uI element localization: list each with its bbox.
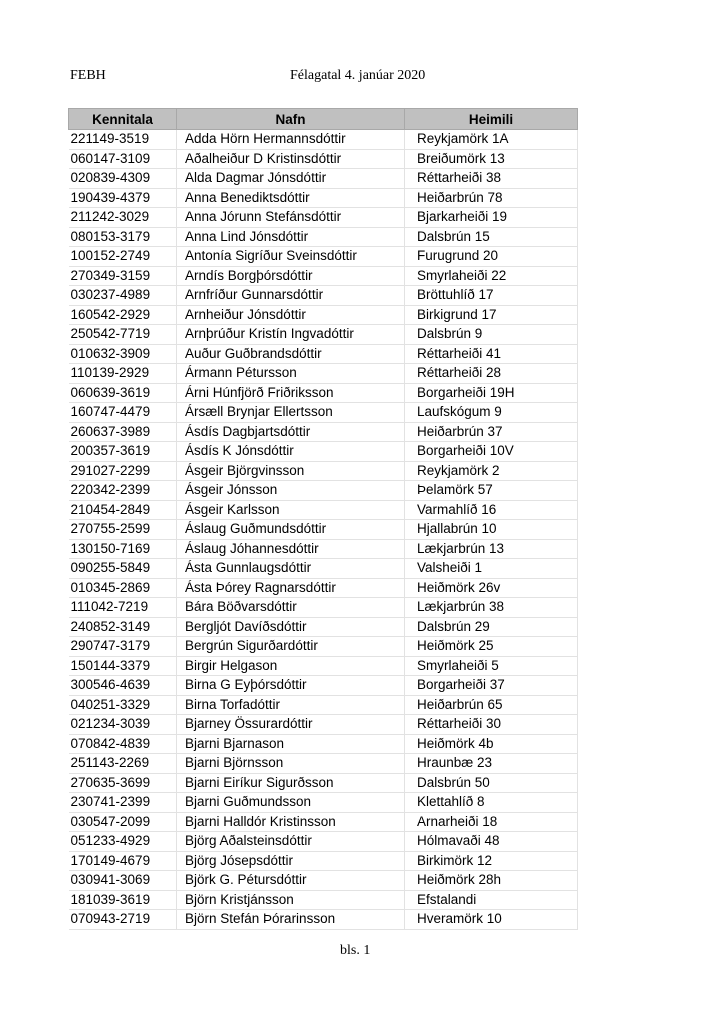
table-row [69, 637, 578, 657]
address-cell: Birkimörk 12 [405, 851, 578, 871]
name-cell: Bjarni Björnsson [177, 754, 405, 774]
kennitala-cell: 260637-3989 [69, 422, 177, 442]
table-row [69, 520, 578, 540]
kennitala-cell: 060639-3619 [69, 383, 177, 403]
name-cell: Ársæll Brynjar Ellertsson [177, 403, 405, 423]
name-cell: Ármann Pétursson [177, 364, 405, 384]
name-cell: Bergljót Davíðsdóttir [177, 617, 405, 637]
kennitala-cell: 021234-3039 [69, 715, 177, 735]
kennitala-cell: 170149-4679 [69, 851, 177, 871]
address-cell: Hveramörk 10 [405, 910, 578, 930]
kennitala-cell: 070842-4839 [69, 734, 177, 754]
name-cell: Birna G Eyþórsdóttir [177, 676, 405, 696]
table-row [69, 715, 578, 735]
kennitala-cell: 160542-2929 [69, 305, 177, 325]
address-cell: Smyrlaheiði 5 [405, 656, 578, 676]
table-row [69, 910, 578, 930]
name-cell: Áslaug Guðmundsdóttir [177, 520, 405, 540]
table-row [69, 812, 578, 832]
kennitala-cell: 030941-3069 [69, 871, 177, 891]
name-cell: Björg Jósepsdóttir [177, 851, 405, 871]
name-cell: Anna Benediktsdóttir [177, 188, 405, 208]
kennitala-cell: 020839-4309 [69, 169, 177, 189]
kennitala-cell: 250542-7719 [69, 325, 177, 345]
address-cell: Breiðumörk 13 [405, 149, 578, 169]
kennitala-cell: 210454-2849 [69, 500, 177, 520]
table-header-row [69, 109, 578, 130]
address-cell: Heiðarbrún 37 [405, 422, 578, 442]
kennitala-cell: 030237-4989 [69, 286, 177, 306]
name-cell: Ásdís K Jónsdóttir [177, 442, 405, 462]
table-row [69, 754, 578, 774]
kennitala-cell: 220342-2399 [69, 481, 177, 501]
address-cell: Smyrlaheiði 22 [405, 266, 578, 286]
table-row [69, 422, 578, 442]
table-row [69, 188, 578, 208]
table-row [69, 149, 578, 169]
name-cell: Birgir Helgason [177, 656, 405, 676]
kennitala-cell: 111042-7219 [69, 598, 177, 618]
kennitala-cell: 150144-3379 [69, 656, 177, 676]
kennitala-cell: 130150-7169 [69, 539, 177, 559]
address-cell: Varmahlíð 16 [405, 500, 578, 520]
name-cell: Björk G. Pétursdóttir [177, 871, 405, 891]
name-cell: Bergrún Sigurðardóttir [177, 637, 405, 657]
name-cell: Björg Aðalsteinsdóttir [177, 832, 405, 852]
address-cell: Heiðmörk 28h [405, 871, 578, 891]
address-cell: Bjarkarheiði 19 [405, 208, 578, 228]
table-row [69, 208, 578, 228]
address-cell: Lækjarbrún 38 [405, 598, 578, 618]
organization-abbreviation: FEBH [70, 68, 106, 83]
kennitala-cell: 200357-3619 [69, 442, 177, 462]
table-row [69, 890, 578, 910]
table-row [69, 227, 578, 247]
kennitala-cell: 010632-3909 [69, 344, 177, 364]
kennitala-cell: 251143-2269 [69, 754, 177, 774]
name-cell: Anna Lind Jónsdóttir [177, 227, 405, 247]
address-cell: Laufskógum 9 [405, 403, 578, 423]
member-table [68, 108, 578, 930]
name-cell: Ásgeir Björgvinsson [177, 461, 405, 481]
table-row [69, 676, 578, 696]
table-row [69, 325, 578, 345]
kennitala-cell: 240852-3149 [69, 617, 177, 637]
address-cell: Dalsbrún 9 [405, 325, 578, 345]
name-cell: Ásgeir Karlsson [177, 500, 405, 520]
kennitala-cell: 070943-2719 [69, 910, 177, 930]
name-cell: Bjarni Bjarnason [177, 734, 405, 754]
table-row [69, 539, 578, 559]
kennitala-cell: 270755-2599 [69, 520, 177, 540]
name-cell: Ásta Gunnlaugsdóttir [177, 559, 405, 579]
kennitala-cell: 110139-2929 [69, 364, 177, 384]
kennitala-cell: 100152-2749 [69, 247, 177, 267]
address-cell: Þelamörk 57 [405, 481, 578, 501]
name-cell: Bjarni Guðmundsson [177, 793, 405, 813]
name-cell: Áslaug Jóhannesdóttir [177, 539, 405, 559]
table-row [69, 559, 578, 579]
address-cell: Reykjamörk 2 [405, 461, 578, 481]
kennitala-cell: 060147-3109 [69, 149, 177, 169]
column-header-heimili: Heimili [405, 109, 578, 130]
address-cell: Hjallabrún 10 [405, 520, 578, 540]
kennitala-cell: 010345-2869 [69, 578, 177, 598]
table-row [69, 793, 578, 813]
address-cell: Bröttuhlíð 17 [405, 286, 578, 306]
name-cell: Anna Jórunn Stefánsdóttir [177, 208, 405, 228]
address-cell: Réttarheiði 41 [405, 344, 578, 364]
address-cell: Heiðmörk 26v [405, 578, 578, 598]
name-cell: Bjarni Eiríkur Sigurðsson [177, 773, 405, 793]
address-cell: Réttarheiði 28 [405, 364, 578, 384]
kennitala-cell: 300546-4639 [69, 676, 177, 696]
table-row [69, 383, 578, 403]
kennitala-cell: 080153-3179 [69, 227, 177, 247]
address-cell: Borgarheiði 37 [405, 676, 578, 696]
address-cell: Heiðarbrún 65 [405, 695, 578, 715]
table-row [69, 773, 578, 793]
column-header-kennitala: Kennitala [69, 109, 177, 130]
address-cell: Réttarheiði 30 [405, 715, 578, 735]
name-cell: Ásta Þórey Ragnarsdóttir [177, 578, 405, 598]
address-cell: Borgarheiði 19H [405, 383, 578, 403]
table-row [69, 461, 578, 481]
address-cell: Réttarheiði 38 [405, 169, 578, 189]
name-cell: Arnheiður Jónsdóttir [177, 305, 405, 325]
name-cell: Árni Húnfjörð Friðriksson [177, 383, 405, 403]
kennitala-cell: 270635-3699 [69, 773, 177, 793]
kennitala-cell: 230741-2399 [69, 793, 177, 813]
name-cell: Bjarney Össurardóttir [177, 715, 405, 735]
page-number: bls. 1 [340, 943, 371, 958]
table-row [69, 305, 578, 325]
name-cell: Björn Kristjánsson [177, 890, 405, 910]
kennitala-cell: 290747-3179 [69, 637, 177, 657]
name-cell: Antonía Sigríður Sveinsdóttir [177, 247, 405, 267]
name-cell: Arndís Borgþórsdóttir [177, 266, 405, 286]
kennitala-cell: 160747-4479 [69, 403, 177, 423]
address-cell: Lækjarbrún 13 [405, 539, 578, 559]
name-cell: Bára Böðvarsdóttir [177, 598, 405, 618]
table-row [69, 656, 578, 676]
address-cell: Valsheiði 1 [405, 559, 578, 579]
address-cell: Heiðmörk 4b [405, 734, 578, 754]
kennitala-cell: 090255-5849 [69, 559, 177, 579]
kennitala-cell: 270349-3159 [69, 266, 177, 286]
kennitala-cell: 181039-3619 [69, 890, 177, 910]
member-table-body [69, 130, 578, 930]
column-header-nafn: Nafn [177, 109, 405, 130]
address-cell: Heiðarbrún 78 [405, 188, 578, 208]
table-row [69, 617, 578, 637]
address-cell: Birkigrund 17 [405, 305, 578, 325]
table-row [69, 364, 578, 384]
address-cell: Heiðmörk 25 [405, 637, 578, 657]
name-cell: Arnþrúður Kristín Ingvadóttir [177, 325, 405, 345]
name-cell: Bjarni Halldór Kristinsson [177, 812, 405, 832]
table-row [69, 481, 578, 501]
table-row [69, 286, 578, 306]
name-cell: Adda Hörn Hermannsdóttir [177, 130, 405, 150]
kennitala-cell: 030547-2099 [69, 812, 177, 832]
table-row [69, 832, 578, 852]
address-cell: Efstalandi [405, 890, 578, 910]
name-cell: Birna Torfadóttir [177, 695, 405, 715]
name-cell: Arnfríður Gunnarsdóttir [177, 286, 405, 306]
address-cell: Hraunbæ 23 [405, 754, 578, 774]
table-row [69, 734, 578, 754]
kennitala-cell: 040251-3329 [69, 695, 177, 715]
table-row [69, 695, 578, 715]
kennitala-cell: 211242-3029 [69, 208, 177, 228]
address-cell: Borgarheiði 10V [405, 442, 578, 462]
table-row [69, 169, 578, 189]
kennitala-cell: 221149-3519 [69, 130, 177, 150]
address-cell: Reykjamörk 1A [405, 130, 578, 150]
address-cell: Arnarheiði 18 [405, 812, 578, 832]
kennitala-cell: 051233-4929 [69, 832, 177, 852]
document-title: Félagatal 4. janúar 2020 [290, 68, 426, 83]
table-row [69, 598, 578, 618]
kennitala-cell: 190439-4379 [69, 188, 177, 208]
name-cell: Alda Dagmar Jónsdóttir [177, 169, 405, 189]
address-cell: Dalsbrún 29 [405, 617, 578, 637]
table-row [69, 578, 578, 598]
kennitala-cell: 291027-2299 [69, 461, 177, 481]
table-row [69, 344, 578, 364]
address-cell: Dalsbrún 50 [405, 773, 578, 793]
name-cell: Aðalheiður D Kristinsdóttir [177, 149, 405, 169]
address-cell: Dalsbrún 15 [405, 227, 578, 247]
name-cell: Ásdís Dagbjartsdóttir [177, 422, 405, 442]
address-cell: Klettahlíð 8 [405, 793, 578, 813]
name-cell: Auður Guðbrandsdóttir [177, 344, 405, 364]
table-row [69, 500, 578, 520]
table-row [69, 247, 578, 267]
table-row [69, 442, 578, 462]
name-cell: Björn Stefán Þórarinsson [177, 910, 405, 930]
table-row [69, 871, 578, 891]
table-row [69, 851, 578, 871]
address-cell: Hólmavaði 48 [405, 832, 578, 852]
table-row [69, 130, 578, 150]
table-row [69, 266, 578, 286]
address-cell: Furugrund 20 [405, 247, 578, 267]
name-cell: Ásgeir Jónsson [177, 481, 405, 501]
table-row [69, 403, 578, 423]
